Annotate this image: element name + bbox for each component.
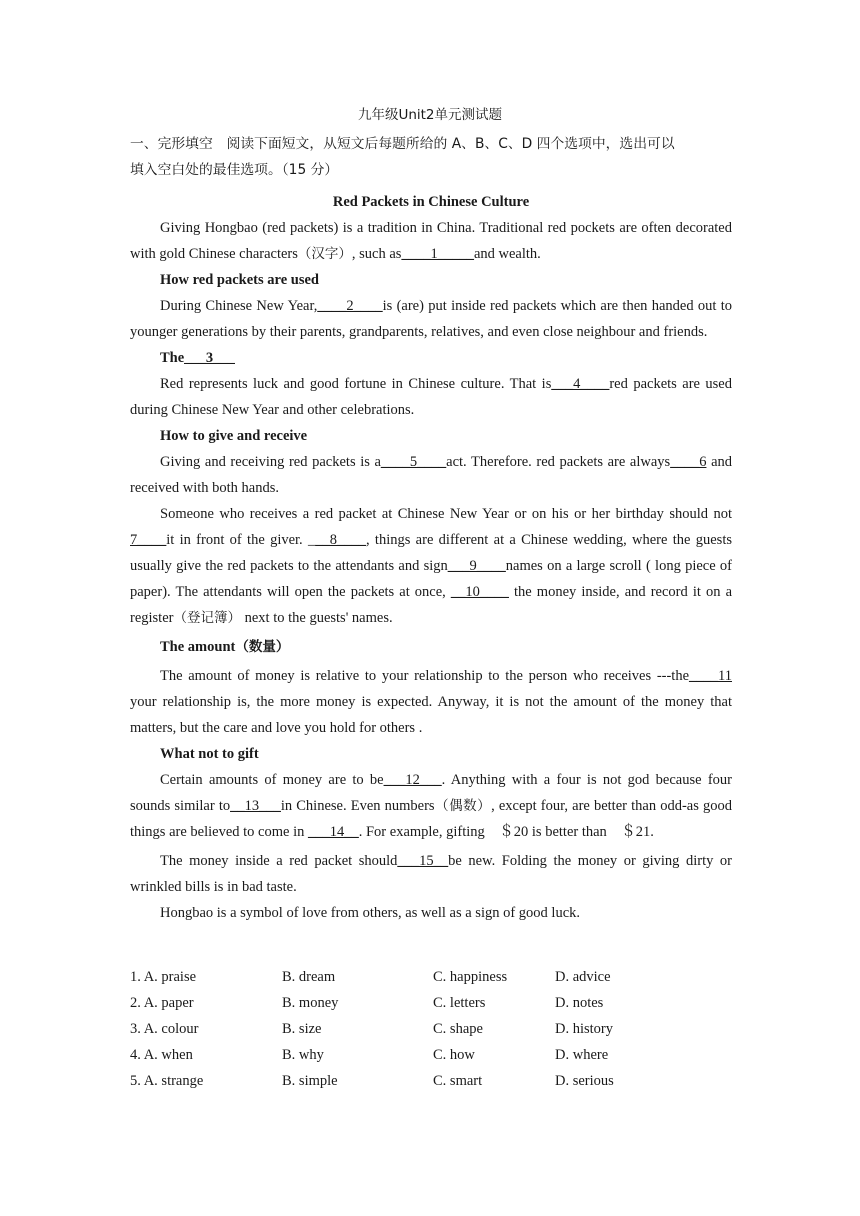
option-c[interactable]: C. letters	[433, 995, 486, 1011]
blank-12: ___12___	[383, 772, 442, 788]
paragraph-6	[130, 663, 732, 741]
text: （数量）	[235, 639, 290, 655]
option-d[interactable]: D. notes	[555, 995, 604, 1011]
blank-11: ____11	[689, 668, 732, 684]
paragraph-3	[130, 371, 732, 423]
text: act. Therefore. red packets are always	[446, 454, 671, 470]
option-d[interactable]: D. advice	[555, 969, 611, 985]
passage-title: Red Packets in Chinese Culture	[332, 194, 530, 210]
option-b[interactable]: B. size	[282, 1021, 322, 1037]
paragraph-8	[130, 848, 732, 900]
text: , things are different at a Chinese wedding, where the guests usually give the red packets to the attendants and sign	[130, 532, 732, 574]
text: and wealth.	[473, 246, 541, 262]
text: . For example, gifting ＄20 is better than ＄21.	[358, 824, 654, 840]
option-a[interactable]: 1. A. praise	[130, 969, 197, 985]
paragraph-4	[130, 449, 732, 501]
text: and received with both hands.	[130, 454, 732, 496]
text: Giving and receiving red packets is a	[160, 454, 381, 470]
text: Red represents luck and good fortune in Chinese culture. That is	[160, 376, 552, 392]
text: red packets are used during Chinese New Year and other celebrations.	[130, 376, 732, 418]
option-c[interactable]: C. happiness	[433, 969, 508, 985]
text: it in front of the giver. _	[166, 532, 316, 548]
option-d[interactable]: D. serious	[555, 1073, 614, 1089]
paragraph-7	[130, 767, 732, 845]
option-c[interactable]: C. smart	[433, 1073, 483, 1089]
section-heading-line1: 一、完形填空 阅读下面短文，从短文后每题所给的 A、B、C、D 四个选项中，选出可以	[130, 136, 675, 152]
subheading-not-gift: What not to gift	[160, 746, 259, 762]
blank-6: ____6	[670, 454, 707, 470]
text: The amount of money is relative to your relationship to the person who receives ---the	[160, 668, 690, 684]
option-row	[130, 1042, 730, 1068]
text: be new. Folding the money or giving dirty or wrinkled bills is in bad taste.	[130, 853, 732, 895]
paragraph-1	[130, 215, 732, 267]
text: Giving Hongbao (red packets) is a tradition in China. Traditional red pockets are often decorated with gold Chinese characters	[130, 220, 732, 262]
option-a[interactable]: 5. A. strange	[130, 1073, 204, 1089]
section-heading-line2: 填入空白处的最佳选项。（15 分）	[130, 162, 339, 178]
text: . Anything with a four is not god because four sounds similar to	[130, 772, 732, 814]
blank-1: ____1_____	[401, 246, 474, 262]
option-c[interactable]: C. shape	[433, 1021, 483, 1037]
paragraph-2	[130, 293, 732, 345]
blank-2: ____2____	[317, 298, 383, 314]
text: is (are) put inside red packets which are then handed out to younger generations by their parents, grandparents, relatives, and even close neighbour and friends.	[130, 298, 732, 340]
blank-13: __13___	[230, 798, 281, 814]
text: your relationship is, the more money is expected. Anyway, it is not the amount of the money that matters, but the care and love you hold for others .	[130, 694, 732, 736]
text: （偶数）	[434, 798, 492, 814]
text: , except four, are better than odd-as good things are believed to come in	[130, 798, 732, 840]
text: （登记簿）	[173, 610, 241, 626]
text: During Chinese New Year,	[160, 298, 318, 314]
paragraph-5	[130, 501, 732, 631]
text: names on a large scroll ( long piece of paper). The attendants will open the packets at once,	[130, 558, 732, 600]
subheading-usage: How red packets are used	[160, 272, 319, 288]
option-b[interactable]: B. dream	[282, 969, 336, 985]
option-b[interactable]: B. why	[282, 1047, 324, 1063]
text: Certain amounts of money are to be	[160, 772, 384, 788]
option-row	[130, 1016, 730, 1042]
text: , such as	[351, 246, 402, 262]
option-a[interactable]: 4. A. when	[130, 1047, 193, 1063]
option-a[interactable]: 3. A. colour	[130, 1021, 199, 1037]
option-a[interactable]: 2. A. paper	[130, 995, 194, 1011]
option-b[interactable]: B. money	[282, 995, 339, 1011]
blank-5: ____5____	[380, 454, 447, 470]
option-row	[130, 964, 730, 990]
option-b[interactable]: B. simple	[282, 1073, 338, 1089]
blank-15: ___15__	[397, 853, 449, 869]
blank-3: ___3___	[184, 350, 235, 366]
subheading-give-receive: How to give and receive	[160, 428, 308, 444]
text: The amount	[160, 639, 236, 655]
option-row	[130, 990, 730, 1016]
subheading-amount	[130, 634, 732, 660]
option-c[interactable]: C. how	[433, 1047, 475, 1063]
text: Someone who receives a red packet at Chinese New Year or on his or her birthday should not	[160, 506, 732, 522]
text: The	[160, 350, 185, 366]
text: （汉字）	[297, 246, 352, 262]
page-title: 九年级Unit2单元测试题	[357, 107, 503, 123]
text: in Chinese. Even numbers	[280, 798, 435, 814]
paragraph-9: Hongbao is a symbol of love from others, as well as a sign of good luck.	[160, 905, 581, 921]
blank-7: 7____	[130, 532, 167, 548]
option-d[interactable]: D. history	[555, 1021, 613, 1037]
text: next to the guests' names.	[244, 610, 393, 626]
blank-9: ___9____	[447, 558, 506, 574]
blank-4: ___4____	[551, 376, 610, 392]
blank-10: __10____	[450, 584, 509, 600]
option-d[interactable]: D. where	[555, 1047, 609, 1063]
option-row	[130, 1068, 730, 1094]
passage	[130, 189, 732, 926]
text: the money inside, and record it on a register	[130, 584, 733, 626]
blank-8: __8____	[315, 532, 366, 548]
blank-14: ___14__	[307, 824, 359, 840]
text: The money inside a red packet should	[160, 853, 398, 869]
section-instructions	[130, 131, 732, 183]
subheading-blank-3	[130, 345, 732, 371]
